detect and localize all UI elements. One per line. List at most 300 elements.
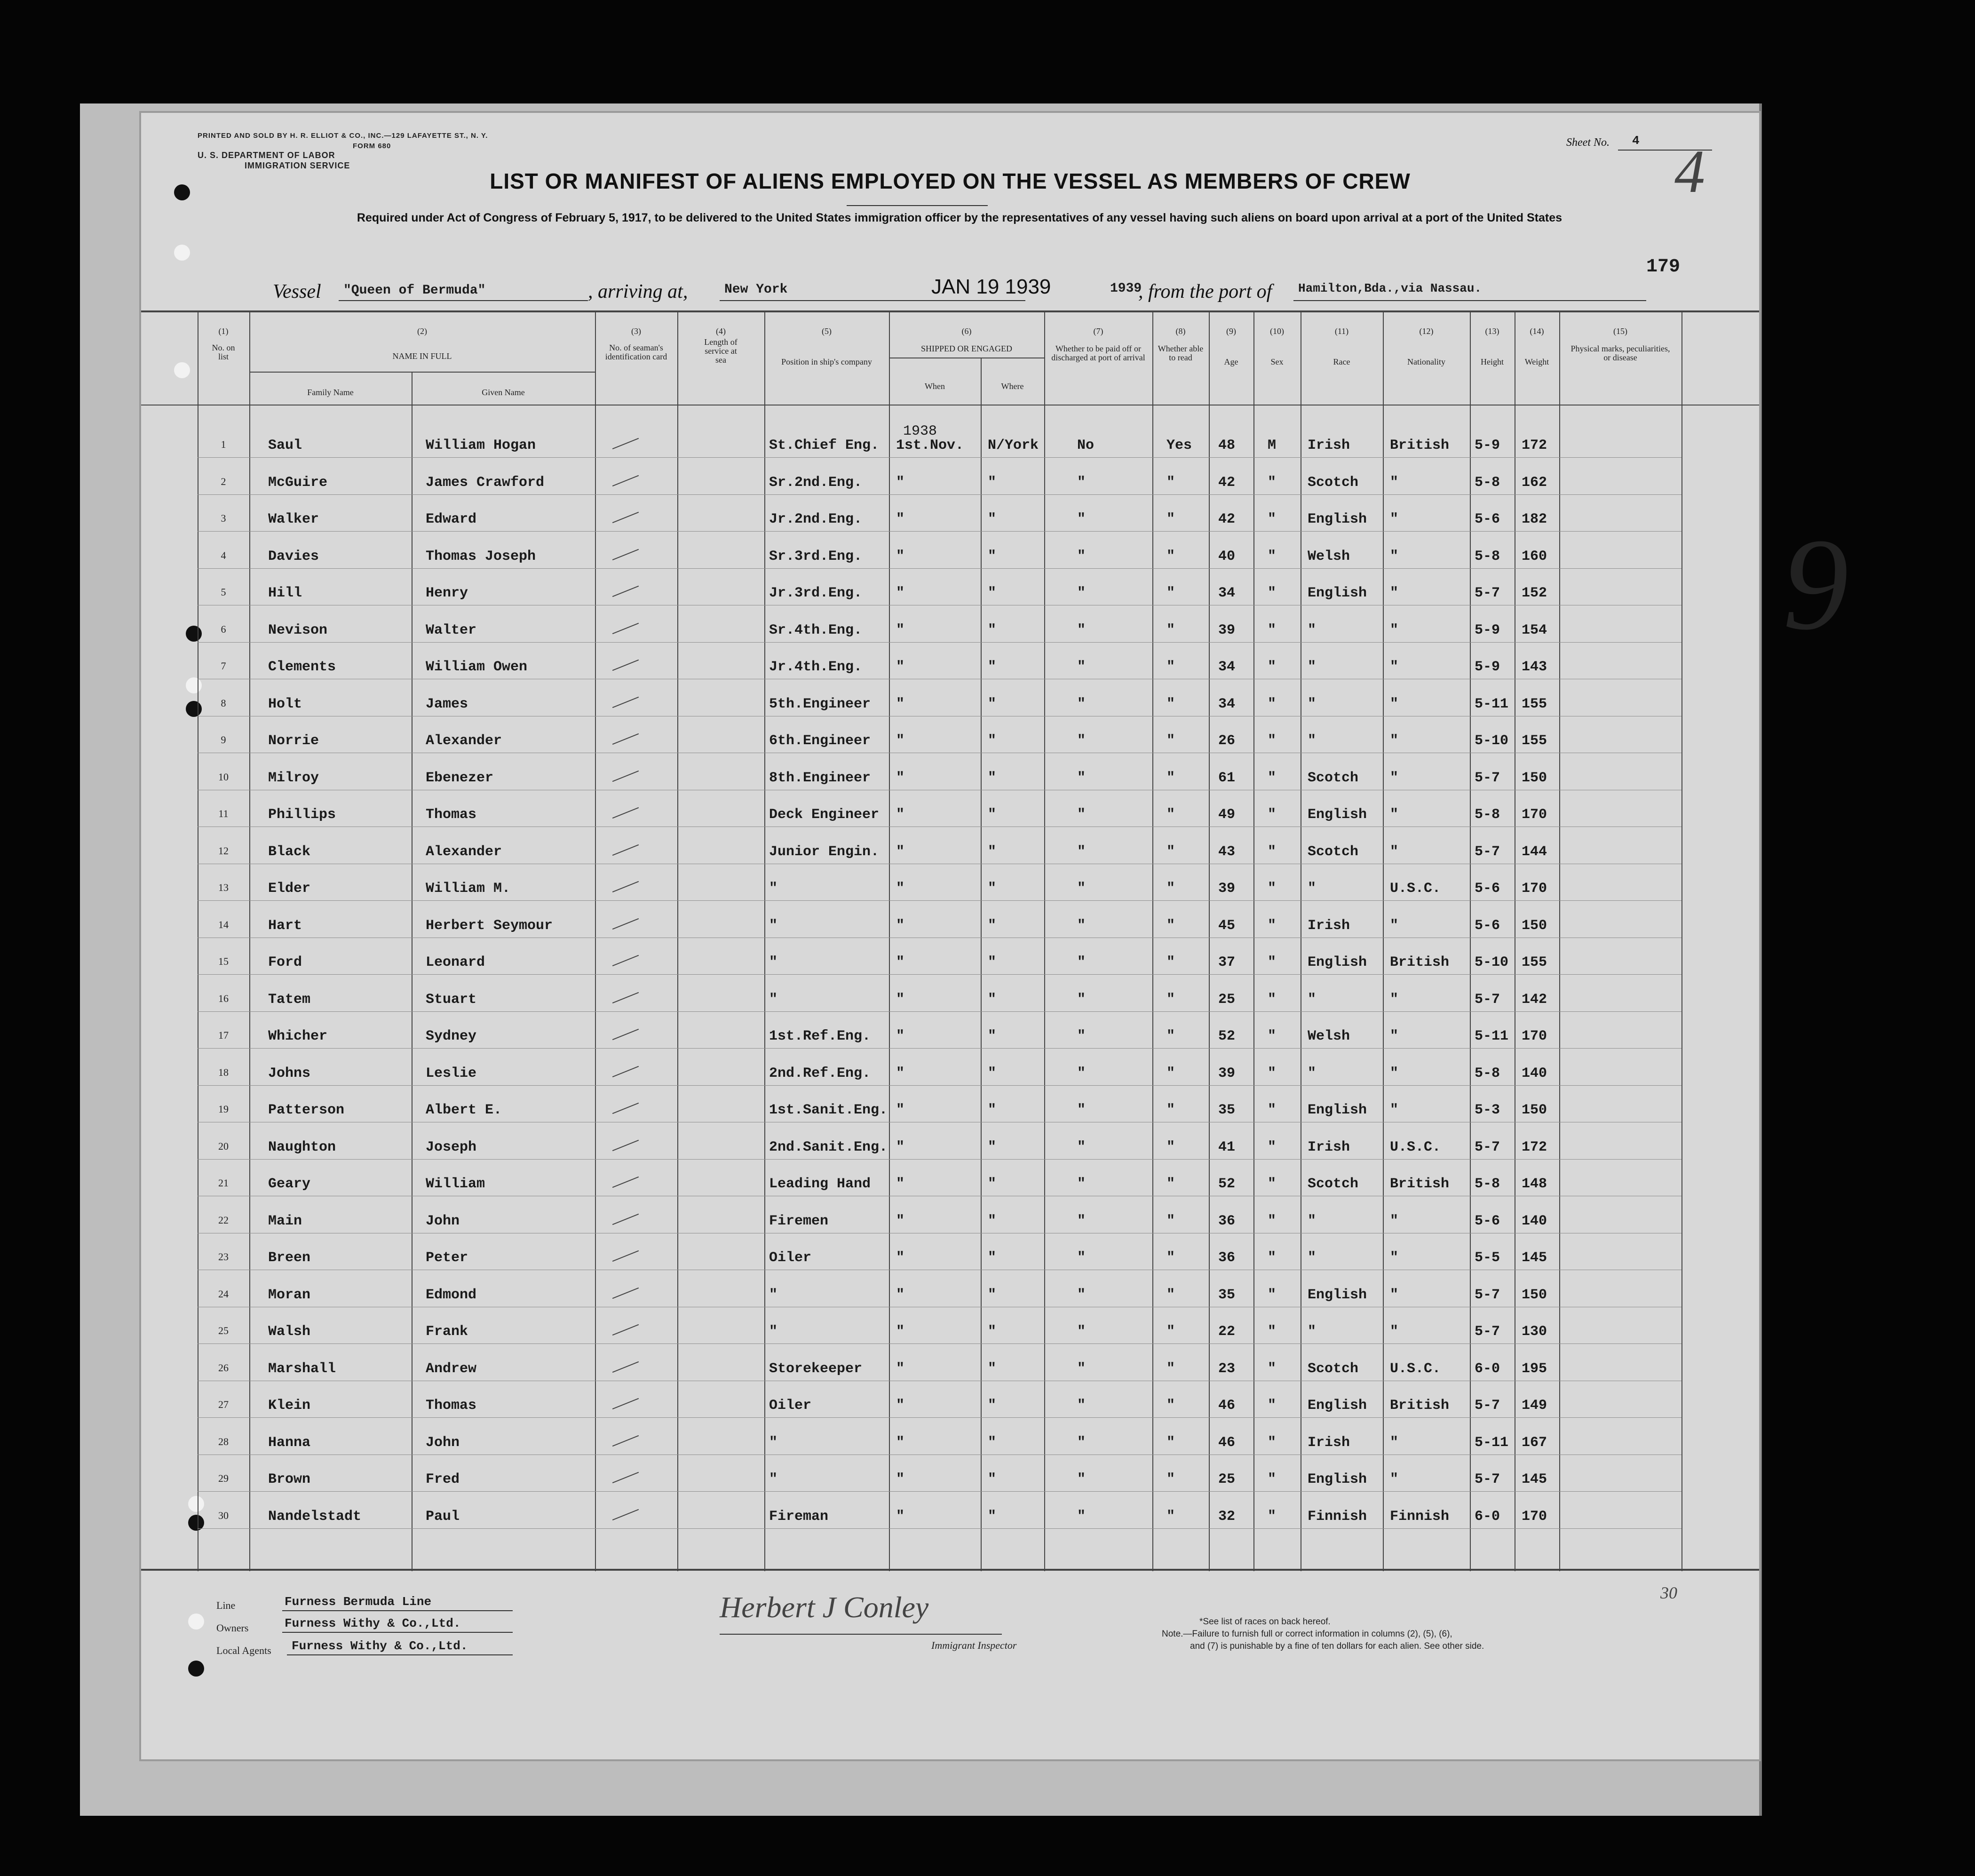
line-label: Line bbox=[216, 1599, 236, 1611]
row-height: 5-11 bbox=[1475, 1028, 1509, 1044]
row-shipped-where: " bbox=[988, 843, 997, 860]
row-weight: 143 bbox=[1522, 659, 1547, 675]
row-shipped-when: " bbox=[896, 1028, 905, 1044]
row-paid-off: " bbox=[1077, 1139, 1086, 1155]
row-able-to-read: " bbox=[1166, 1324, 1175, 1340]
row-weight: 182 bbox=[1522, 511, 1547, 527]
col-number-5: (5) bbox=[822, 326, 832, 336]
row-rule bbox=[198, 1491, 1682, 1492]
row-weight: 172 bbox=[1522, 1139, 1547, 1155]
row-nationality: " bbox=[1390, 1028, 1399, 1044]
row-weight: 167 bbox=[1522, 1434, 1547, 1451]
row-position: " bbox=[769, 954, 778, 970]
row-family-name: Whicher bbox=[268, 1028, 328, 1044]
row-position: " bbox=[769, 917, 778, 934]
title-rule bbox=[847, 205, 988, 206]
arriving-port: New York bbox=[724, 282, 788, 297]
row-able-to-read: " bbox=[1166, 1028, 1175, 1044]
row-list-number: 29 bbox=[218, 1472, 229, 1484]
row-given-name: Henry bbox=[426, 585, 468, 601]
row-sex: " bbox=[1268, 659, 1277, 675]
row-position: " bbox=[769, 1434, 778, 1451]
row-nationality: " bbox=[1390, 1287, 1399, 1303]
row-race: " bbox=[1308, 1324, 1317, 1340]
row-list-number: 3 bbox=[221, 512, 226, 524]
row-sex: " bbox=[1268, 1434, 1277, 1451]
row-sex: " bbox=[1268, 1102, 1277, 1118]
row-weight: 154 bbox=[1522, 622, 1547, 638]
column-divider bbox=[889, 310, 890, 1571]
col-number-14: (14) bbox=[1530, 326, 1544, 336]
col-header-length-of-service: Length of service at sea bbox=[704, 337, 738, 365]
row-age: 34 bbox=[1218, 696, 1236, 712]
row-able-to-read: " bbox=[1166, 1176, 1175, 1192]
row-weight: 149 bbox=[1522, 1398, 1547, 1414]
row-height: 5-10 bbox=[1475, 954, 1509, 970]
row-weight: 150 bbox=[1522, 770, 1547, 786]
row-list-number: 21 bbox=[218, 1177, 229, 1189]
row-age: 46 bbox=[1218, 1398, 1236, 1414]
row-position: Storekeeper bbox=[769, 1360, 863, 1377]
column-divider bbox=[1253, 310, 1254, 1571]
row-paid-off: " bbox=[1077, 696, 1086, 712]
row-height: 5-8 bbox=[1475, 548, 1500, 564]
row-able-to-read: " bbox=[1166, 954, 1175, 970]
row-paid-off: " bbox=[1077, 1287, 1086, 1303]
row-given-name: Thomas bbox=[426, 807, 477, 823]
row-shipped-when: " bbox=[896, 1360, 905, 1377]
col-header-height: Height bbox=[1481, 357, 1504, 366]
row-age: 52 bbox=[1218, 1028, 1236, 1044]
row-age: 39 bbox=[1218, 881, 1236, 897]
row-family-name: Holt bbox=[268, 696, 302, 712]
row-position: 2nd.Ref.Eng. bbox=[769, 1065, 871, 1081]
col-number-13: (13) bbox=[1485, 326, 1499, 336]
col-header-weight: Weight bbox=[1524, 357, 1549, 366]
row-shipped-when: " bbox=[896, 1213, 905, 1229]
id-card-tick bbox=[612, 548, 639, 560]
column-divider bbox=[1559, 310, 1560, 1571]
row-height: 5-7 bbox=[1475, 1398, 1500, 1414]
row-sex: " bbox=[1268, 881, 1277, 897]
col-number-11: (11) bbox=[1334, 326, 1349, 336]
row-nationality: " bbox=[1390, 807, 1399, 823]
row-able-to-read: " bbox=[1166, 1065, 1175, 1081]
row-shipped-when: " bbox=[896, 474, 905, 491]
row-family-name: Davies bbox=[268, 548, 319, 564]
row-age: 46 bbox=[1218, 1434, 1236, 1451]
row-age: 34 bbox=[1218, 659, 1236, 675]
row-family-name: Nevison bbox=[268, 622, 328, 638]
id-card-tick bbox=[612, 1029, 639, 1040]
row-age: 43 bbox=[1218, 843, 1236, 860]
row-paid-off: " bbox=[1077, 511, 1086, 527]
row-position: " bbox=[769, 1324, 778, 1340]
manifest-sheet bbox=[141, 113, 1759, 1759]
row-position: 1st.Sanit.Eng. bbox=[769, 1102, 888, 1118]
row-list-number: 6 bbox=[221, 623, 226, 635]
row-nationality: " bbox=[1390, 474, 1399, 491]
row-age: 39 bbox=[1218, 1065, 1236, 1081]
row-nationality: " bbox=[1390, 917, 1399, 934]
row-position: St.Chief Eng. bbox=[769, 437, 880, 453]
row-list-number: 17 bbox=[218, 1029, 229, 1041]
row-weight: 150 bbox=[1522, 1102, 1547, 1118]
row-shipped-where: " bbox=[988, 659, 997, 675]
row-given-name: John bbox=[426, 1213, 460, 1229]
row-weight: 170 bbox=[1522, 1028, 1547, 1044]
col-number-3: (3) bbox=[631, 326, 641, 336]
row-list-number: 24 bbox=[218, 1288, 229, 1300]
id-card-tick bbox=[612, 1065, 639, 1077]
row-nationality: U.S.C. bbox=[1390, 1139, 1441, 1155]
row-able-to-read: " bbox=[1166, 474, 1175, 491]
row-height: 5-6 bbox=[1475, 511, 1500, 527]
punch-hole bbox=[174, 362, 190, 378]
row-weight: 195 bbox=[1522, 1360, 1547, 1377]
row-race: Irish bbox=[1308, 1434, 1350, 1451]
row-sex: " bbox=[1268, 511, 1277, 527]
col-header-id-card: No. of seaman's identification card bbox=[605, 343, 667, 361]
row-weight: 162 bbox=[1522, 474, 1547, 491]
shipped-year: 1938 bbox=[903, 423, 937, 439]
row-age: 35 bbox=[1218, 1102, 1236, 1118]
row-list-number: 14 bbox=[218, 918, 229, 930]
row-able-to-read: " bbox=[1166, 585, 1175, 601]
row-list-number: 19 bbox=[218, 1103, 229, 1115]
row-shipped-where: " bbox=[988, 585, 997, 601]
row-given-name: Walter bbox=[426, 622, 477, 638]
row-able-to-read: " bbox=[1166, 1471, 1175, 1487]
row-list-number: 10 bbox=[218, 771, 229, 783]
row-position: 8th.Engineer bbox=[769, 770, 871, 786]
row-given-name: James bbox=[426, 696, 468, 712]
row-nationality: " bbox=[1390, 1213, 1399, 1229]
punch-hole bbox=[188, 1614, 204, 1630]
row-family-name: Marshall bbox=[268, 1360, 336, 1377]
col-header-list-number: No. on list bbox=[212, 343, 235, 361]
col-header-where: Where bbox=[1001, 382, 1024, 391]
row-paid-off: " bbox=[1077, 1065, 1086, 1081]
manifest-subtitle: Required under Act of Congress of February 5, 1917, to be delivered to the United States immigration officer by the representatives of any vessel having such aliens on board upon arrival at a port of the United States bbox=[357, 211, 1563, 224]
row-height: 5-7 bbox=[1475, 991, 1500, 1008]
row-age: 25 bbox=[1218, 991, 1236, 1008]
crew-count-handwritten: 30 bbox=[1660, 1583, 1677, 1602]
row-shipped-where: " bbox=[988, 807, 997, 823]
row-list-number: 7 bbox=[221, 660, 226, 672]
row-paid-off: " bbox=[1077, 733, 1086, 749]
row-paid-off: " bbox=[1077, 474, 1086, 491]
row-nationality: British bbox=[1390, 437, 1450, 453]
row-nationality: Finnish bbox=[1390, 1508, 1450, 1525]
row-position: 1st.Ref.Eng. bbox=[769, 1028, 871, 1044]
id-card-tick bbox=[612, 512, 639, 523]
row-given-name: Andrew bbox=[426, 1360, 477, 1377]
row-shipped-when: " bbox=[896, 917, 905, 934]
arriving-label: , arriving at, bbox=[588, 281, 688, 302]
row-paid-off: " bbox=[1077, 1508, 1086, 1525]
row-weight: 170 bbox=[1522, 1508, 1547, 1525]
row-weight: 152 bbox=[1522, 585, 1547, 601]
row-given-name: Ebenezer bbox=[426, 770, 494, 786]
id-card-tick bbox=[612, 660, 639, 671]
row-able-to-read: " bbox=[1166, 1250, 1175, 1266]
row-sex: " bbox=[1268, 474, 1277, 491]
row-height: 5-8 bbox=[1475, 807, 1500, 823]
row-race: " bbox=[1308, 659, 1317, 675]
row-shipped-where: " bbox=[988, 1434, 997, 1451]
id-card-tick bbox=[612, 807, 639, 819]
column-divider bbox=[764, 310, 765, 1571]
row-list-number: 30 bbox=[218, 1509, 229, 1521]
row-height: 5-7 bbox=[1475, 770, 1500, 786]
row-given-name: Frank bbox=[426, 1324, 468, 1340]
row-family-name: Klein bbox=[268, 1398, 311, 1414]
row-race: " bbox=[1308, 733, 1317, 749]
id-card-tick bbox=[612, 1361, 639, 1372]
row-height: 5-7 bbox=[1475, 843, 1500, 860]
page-number: 179 bbox=[1646, 256, 1681, 278]
id-card-tick bbox=[612, 475, 639, 486]
row-given-name: Alexander bbox=[426, 733, 502, 749]
row-paid-off: " bbox=[1077, 1471, 1086, 1487]
row-nationality: " bbox=[1390, 622, 1399, 638]
row-able-to-read: " bbox=[1166, 1102, 1175, 1118]
row-shipped-when: " bbox=[896, 1065, 905, 1081]
service-name: IMMIGRATION SERVICE bbox=[245, 161, 350, 170]
row-given-name: Thomas bbox=[426, 1398, 477, 1414]
row-age: 36 bbox=[1218, 1213, 1236, 1229]
row-list-number: 9 bbox=[221, 734, 226, 746]
id-card-tick bbox=[612, 844, 639, 855]
row-weight: 148 bbox=[1522, 1176, 1547, 1192]
id-card-tick bbox=[612, 955, 639, 966]
row-family-name: Phillips bbox=[268, 807, 336, 823]
row-paid-off: " bbox=[1077, 1176, 1086, 1192]
col-header-when: When bbox=[925, 382, 945, 391]
id-card-tick bbox=[612, 881, 639, 892]
row-nationality: " bbox=[1390, 1324, 1399, 1340]
row-rule bbox=[198, 1048, 1682, 1049]
row-weight: 140 bbox=[1522, 1213, 1547, 1229]
sheet-number-label: Sheet No. bbox=[1566, 136, 1610, 149]
row-paid-off: " bbox=[1077, 843, 1086, 860]
arrival-year: 1939 bbox=[1110, 281, 1142, 296]
row-race: " bbox=[1308, 1065, 1317, 1081]
row-able-to-read: " bbox=[1166, 1139, 1175, 1155]
id-card-tick bbox=[612, 1103, 639, 1114]
row-list-number: 28 bbox=[218, 1435, 229, 1447]
row-family-name: Moran bbox=[268, 1287, 311, 1303]
column-divider bbox=[595, 310, 596, 1571]
row-shipped-where: " bbox=[988, 991, 997, 1008]
row-able-to-read: " bbox=[1166, 917, 1175, 934]
row-weight: 130 bbox=[1522, 1324, 1547, 1340]
row-age: 22 bbox=[1218, 1324, 1236, 1340]
row-shipped-when: " bbox=[896, 843, 905, 860]
row-age: 26 bbox=[1218, 733, 1236, 749]
line-value: Furness Bermuda Line bbox=[285, 1595, 432, 1609]
row-family-name: Patterson bbox=[268, 1102, 345, 1118]
row-given-name: Herbert Seymour bbox=[426, 917, 553, 934]
id-card-tick bbox=[612, 622, 639, 634]
row-family-name: Brown bbox=[268, 1471, 311, 1487]
row-height: 6-0 bbox=[1475, 1508, 1500, 1525]
row-shipped-when: " bbox=[896, 807, 905, 823]
row-weight: 172 bbox=[1522, 437, 1547, 453]
row-family-name: Hart bbox=[268, 917, 302, 934]
line-value-line bbox=[282, 1610, 513, 1611]
table-top-rule bbox=[141, 310, 1759, 312]
margin-handwritten-number: 9 bbox=[1783, 511, 1848, 657]
row-race: Welsh bbox=[1308, 1028, 1350, 1044]
col-number-2: (2) bbox=[417, 326, 427, 336]
row-shipped-where: N/York bbox=[988, 437, 1039, 453]
row-height: 5-7 bbox=[1475, 585, 1500, 601]
row-given-name: William Hogan bbox=[426, 437, 536, 453]
row-weight: 170 bbox=[1522, 881, 1547, 897]
row-weight: 150 bbox=[1522, 1287, 1547, 1303]
row-weight: 150 bbox=[1522, 917, 1547, 934]
id-card-tick bbox=[612, 1509, 639, 1520]
row-height: 5-9 bbox=[1475, 659, 1500, 675]
row-position: " bbox=[769, 881, 778, 897]
row-age: 36 bbox=[1218, 1250, 1236, 1266]
row-position: Oiler bbox=[769, 1250, 812, 1266]
row-rule bbox=[198, 900, 1682, 901]
row-shipped-where: " bbox=[988, 696, 997, 712]
row-weight: 160 bbox=[1522, 548, 1547, 564]
row-sex: " bbox=[1268, 991, 1277, 1008]
row-nationality: " bbox=[1390, 585, 1399, 601]
row-shipped-where: " bbox=[988, 881, 997, 897]
row-height: 5-8 bbox=[1475, 1065, 1500, 1081]
arriving-port-line bbox=[720, 300, 1025, 301]
row-rule bbox=[198, 1417, 1682, 1418]
row-family-name: Walsh bbox=[268, 1324, 311, 1340]
sheet-number: 4 bbox=[1632, 134, 1640, 148]
row-race: Scotch bbox=[1308, 1176, 1359, 1192]
row-position: Fireman bbox=[769, 1508, 829, 1525]
row-height: 5-7 bbox=[1475, 1139, 1500, 1155]
row-height: 5-7 bbox=[1475, 1471, 1500, 1487]
row-paid-off: " bbox=[1077, 881, 1086, 897]
col-number-6: (6) bbox=[961, 326, 972, 336]
row-nationality: " bbox=[1390, 733, 1399, 749]
row-shipped-where: " bbox=[988, 1213, 997, 1229]
row-nationality: British bbox=[1390, 954, 1450, 970]
row-shipped-where: " bbox=[988, 1176, 997, 1192]
row-family-name: Walker bbox=[268, 511, 319, 527]
row-weight: 155 bbox=[1522, 733, 1547, 749]
local-agents-value-line bbox=[287, 1654, 513, 1655]
row-sex: " bbox=[1268, 548, 1277, 564]
row-sex: " bbox=[1268, 1471, 1277, 1487]
row-race: Irish bbox=[1308, 917, 1350, 934]
col-header-sex: Sex bbox=[1270, 357, 1284, 366]
row-race: English bbox=[1308, 807, 1367, 823]
row-height: 5-9 bbox=[1475, 437, 1500, 453]
col-number-15: (15) bbox=[1613, 326, 1627, 336]
id-card-tick bbox=[612, 1324, 639, 1335]
row-shipped-where: " bbox=[988, 1287, 997, 1303]
column-divider bbox=[1470, 310, 1471, 1571]
row-family-name: Elder bbox=[268, 881, 311, 897]
row-family-name: Milroy bbox=[268, 770, 319, 786]
row-race: English bbox=[1308, 1398, 1367, 1414]
row-paid-off: " bbox=[1077, 548, 1086, 564]
id-card-tick bbox=[612, 918, 639, 929]
column-divider bbox=[677, 310, 678, 1571]
row-sex: M bbox=[1268, 437, 1277, 453]
row-shipped-when: " bbox=[896, 733, 905, 749]
punch-hole bbox=[188, 1661, 204, 1677]
row-sex: " bbox=[1268, 1398, 1277, 1414]
row-able-to-read: " bbox=[1166, 733, 1175, 749]
row-age: 48 bbox=[1218, 437, 1236, 453]
row-rule bbox=[198, 1085, 1682, 1086]
punch-hole bbox=[174, 245, 190, 261]
row-family-name: Hanna bbox=[268, 1434, 311, 1451]
row-paid-off: " bbox=[1077, 1028, 1086, 1044]
row-rule bbox=[198, 568, 1682, 569]
owners-label: Owners bbox=[216, 1622, 249, 1634]
penalty-note-1: Note.—Failure to furnish full or correct information in columns (2), (5), (6), bbox=[1162, 1629, 1452, 1639]
row-given-name: John bbox=[426, 1434, 460, 1451]
row-position: Junior Engin. bbox=[769, 843, 880, 860]
row-race: English bbox=[1308, 511, 1367, 527]
row-list-number: 27 bbox=[218, 1399, 229, 1410]
row-weight: 155 bbox=[1522, 696, 1547, 712]
punch-hole bbox=[186, 677, 202, 693]
row-sex: " bbox=[1268, 1287, 1277, 1303]
row-given-name: Thomas Joseph bbox=[426, 548, 536, 564]
row-height: 5-8 bbox=[1475, 1176, 1500, 1192]
row-shipped-when: " bbox=[896, 954, 905, 970]
row-nationality: " bbox=[1390, 696, 1399, 712]
col-header-race: Race bbox=[1333, 357, 1350, 366]
table-bottom-rule bbox=[141, 1569, 1759, 1571]
row-shipped-where: " bbox=[988, 1508, 997, 1525]
row-position: Sr.2nd.Eng. bbox=[769, 474, 863, 491]
row-age: 23 bbox=[1218, 1360, 1236, 1377]
id-card-tick bbox=[612, 586, 639, 597]
row-shipped-when: 1st.Nov. bbox=[896, 437, 964, 453]
row-shipped-where: " bbox=[988, 1398, 997, 1414]
row-paid-off: " bbox=[1077, 622, 1086, 638]
row-height: 5-5 bbox=[1475, 1250, 1500, 1266]
row-shipped-when: " bbox=[896, 1287, 905, 1303]
row-able-to-read: " bbox=[1166, 1360, 1175, 1377]
row-list-number: 1 bbox=[221, 438, 226, 450]
row-position: Deck Engineer bbox=[769, 807, 880, 823]
row-list-number: 2 bbox=[221, 475, 226, 487]
vessel-name: "Queen of Bermuda" bbox=[343, 283, 486, 298]
column-divider bbox=[249, 310, 250, 1571]
row-position: 2nd.Sanit.Eng. bbox=[769, 1139, 888, 1155]
row-paid-off: " bbox=[1077, 659, 1086, 675]
column-divider bbox=[1209, 310, 1210, 1571]
row-sex: " bbox=[1268, 843, 1277, 860]
row-race: English bbox=[1308, 954, 1367, 970]
id-card-tick bbox=[612, 1250, 639, 1262]
row-race: Irish bbox=[1308, 437, 1350, 453]
row-shipped-where: " bbox=[988, 474, 997, 491]
row-age: 37 bbox=[1218, 954, 1236, 970]
col-header-name-in-full: NAME IN FULL bbox=[392, 351, 452, 361]
row-paid-off: " bbox=[1077, 585, 1086, 601]
row-list-number: 18 bbox=[218, 1066, 229, 1078]
